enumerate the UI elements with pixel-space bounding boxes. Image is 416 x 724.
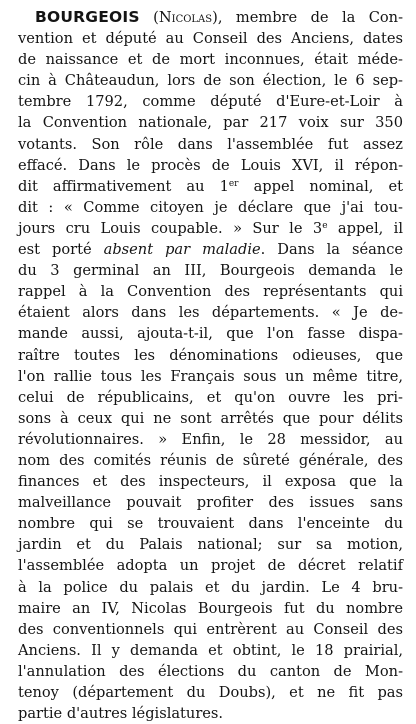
- line-text: appel nominal, et: [238, 177, 403, 195]
- italic-phrase: absent par maladie: [103, 241, 261, 259]
- text-line-33: tenoy (département du Doubs), et ne fit pas: [18, 684, 403, 701]
- ordinal-superscript: er: [228, 178, 239, 189]
- text-line-14: rappel à la Convention des représentants qui: [18, 283, 403, 301]
- text-line-29: maire an IV, Nicolas Bourgeois fut du nombre: [18, 599, 403, 617]
- text-line-3: de naissance et de mort inconnues, était méde-: [18, 51, 403, 69]
- text-line-8: effacé. Dans le procès de Louis XVI, il répon-: [18, 156, 403, 174]
- entry-given-name: (Nicolas),: [153, 9, 223, 26]
- text-line-32: l'annulation des élections du canton de Mon-: [18, 662, 403, 680]
- text-line-15: étaient alors dans les départements. « Je de-: [18, 304, 403, 322]
- text-line-27: l'assemblée adopta un projet de décret relatif: [18, 557, 403, 575]
- text-line-34: partie d'autres législatures.: [18, 705, 224, 723]
- line-text: membre de la Con-: [235, 9, 404, 26]
- biographical-entry: [18, 7, 403, 724]
- text-line-26: jardin et du Palais national; sur sa motion,: [18, 536, 403, 554]
- text-line-1: [18, 7, 403, 28]
- text-line-12: [18, 239, 403, 260]
- text-line-5: tembre 1792, comme député d'Eure-et-Loir à: [18, 93, 403, 111]
- line-text: appel, il: [327, 219, 403, 237]
- text-line-21: révolutionnaires. » Enfin, le 28 messidor, au: [18, 430, 403, 448]
- line-text: . Dans la séance: [260, 241, 404, 259]
- text-line-6: la Convention nationale, par 217 voix sur 350: [18, 114, 403, 132]
- text-line-24: malveillance pouvait profiter des issues sans: [18, 494, 403, 512]
- text-line-30: des conventionnels qui entrèrent au Conseil des: [18, 620, 403, 638]
- line-text: est porté: [18, 241, 104, 259]
- ordinal-superscript: e: [322, 220, 328, 231]
- text-line-2: vention et député au Conseil des Anciens, dates: [18, 30, 403, 48]
- text-line-31: Anciens. Il y demanda et obtint, le 18 prairial,: [18, 641, 403, 659]
- text-line-18: l'on rallie tous les Français sous un même titre,: [18, 367, 403, 385]
- line-text: jours cru Louis coupable. » Sur le 3: [18, 219, 323, 237]
- text-line-11: [18, 218, 403, 239]
- text-line-22: nom des comités réunis de sûreté générale, des: [18, 451, 403, 469]
- text-line-10: dit : « Comme citoyen je déclare que j'ai tou-: [18, 198, 403, 216]
- text-line-7: votants. Son rôle dans l'assemblée fut assez: [18, 135, 403, 153]
- text-line-13: du 3 germinal an III, Bourgeois demanda le: [18, 262, 403, 280]
- line-text: dit affirmativement au 1: [18, 177, 229, 195]
- text-line-4: cin à Châteaudun, lors de son élection, le 6 sep-: [18, 72, 403, 90]
- entry-headword: BOURGEOIS: [35, 8, 140, 26]
- text-line-25: nombre qui se trouvaient dans l'enceinte du: [18, 515, 403, 533]
- text-line-20: sons à ceux qui ne sont arrêtés que pour délits: [18, 409, 403, 427]
- text-line-17: raître toutes les dénominations odieuses, que: [18, 346, 403, 364]
- text-line-19: celui de républicains, et qu'on ouvre les pri-: [18, 388, 403, 406]
- text-line-9: [18, 176, 403, 197]
- text-line-16: mande aussi, ajouta-t-il, que l'on fasse dispa-: [18, 325, 403, 343]
- text-line-28: à la police du palais et du jardin. Le 4 bru-: [18, 578, 403, 596]
- text-line-23: finances et des inspecteurs, il exposa que la: [18, 473, 403, 491]
